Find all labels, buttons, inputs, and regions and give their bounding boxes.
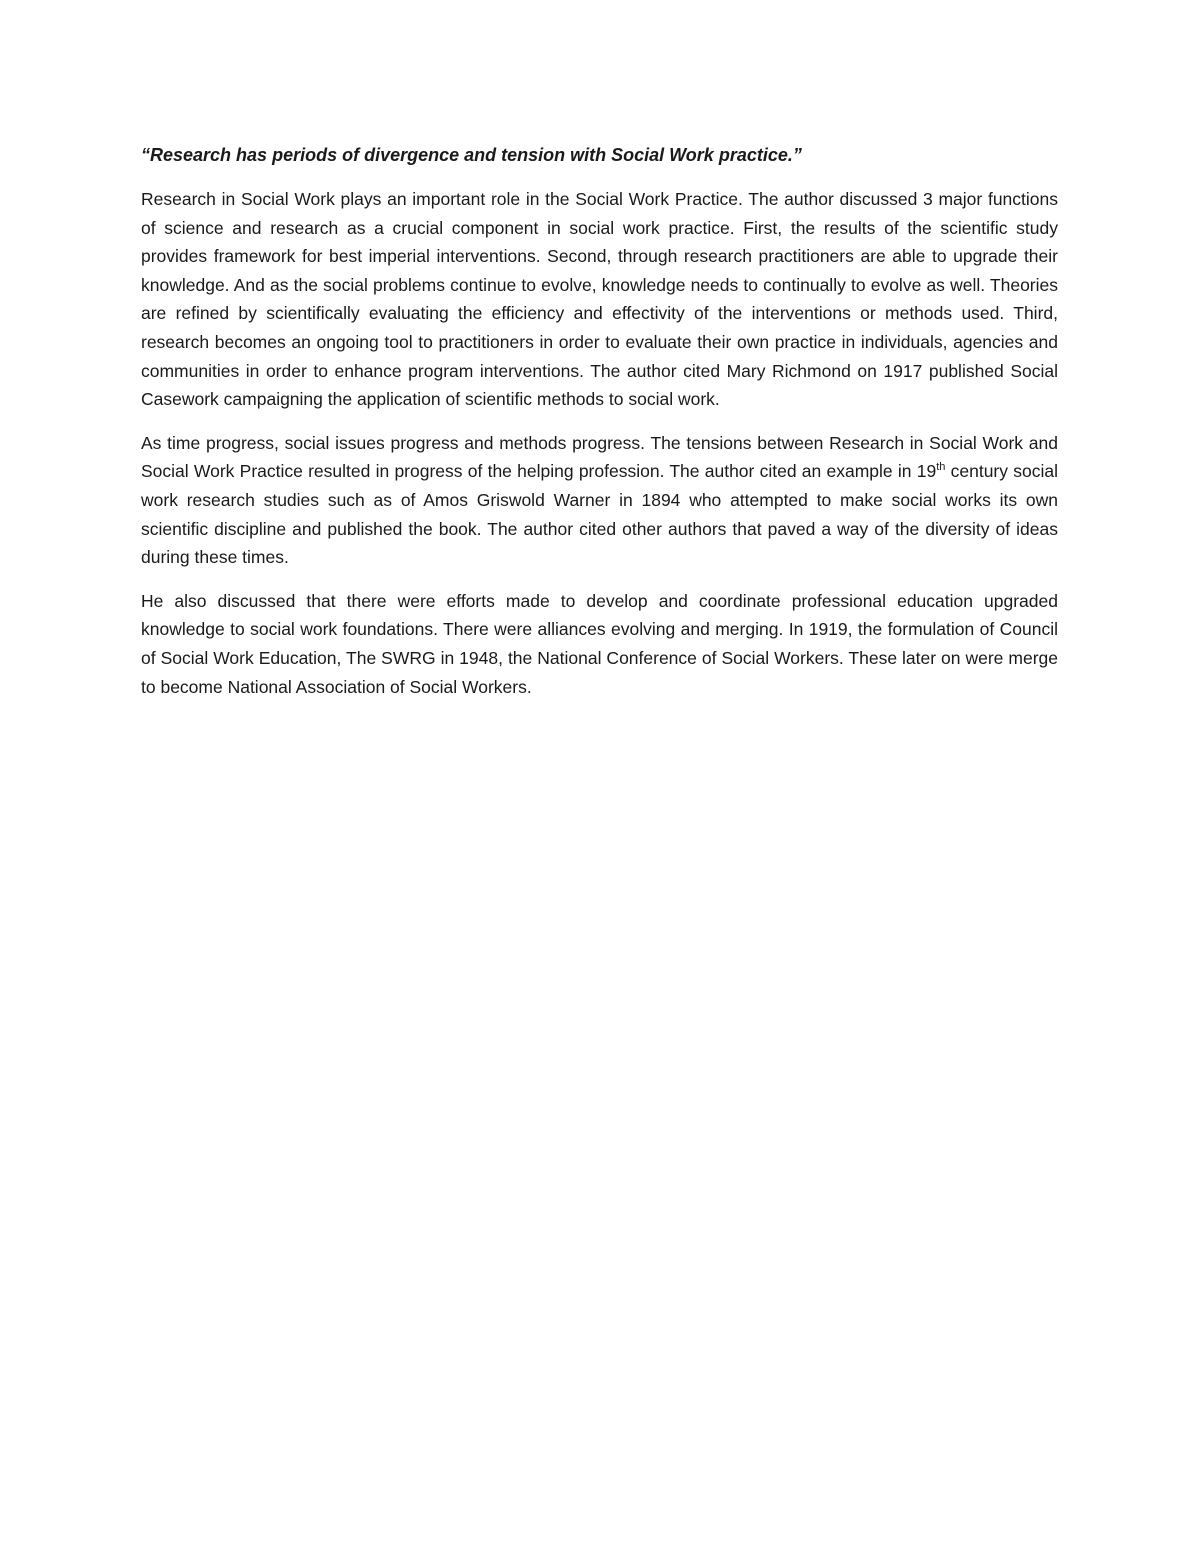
ordinal-superscript: th bbox=[936, 461, 946, 474]
paragraph-2-text-end: century social work research studies such as of Amos Griswold Warner in 1894 who attempted to make social works its own scientific discipline and published the book. The author cited other authors that paved a way of the diversity of ideas during these times. bbox=[141, 461, 1058, 568]
document-body bbox=[141, 140, 1058, 716]
paragraph-2-text-start: As time progress, social issues progress and methods progress. The tensions between Research in Social Work and Social Work Practice resulted in progress of the helping profession. The author cited an example in 19 bbox=[141, 432, 1058, 482]
paragraph-3: He also discussed that there were efforts made to develop and coordinate professional education upgraded knowledge to social work foundations. There were alliances evolving and merging. In 1919, the formulation of Council of Social Work Education, The SWRG in 1948, the National Conference of Social Workers. These later on were merge to become National Association of Social Workers. bbox=[141, 590, 1058, 697]
paragraph-2 bbox=[141, 429, 1058, 572]
paragraph-1: Research in Social Work plays an important role in the Social Work Practice. The author discussed 3 major functions of science and research as a crucial component in social work practice. First, the results of the scientific study provides framework for best imperial interventions. Second, through research practitioners are able to upgrade their knowledge. And as the social problems continue to evolve, knowledge needs to continually to evolve as well. Theories are refined by scientifically evaluating the efficiency and effectivity of the interventions or methods used. Third, research becomes an ongoing tool to practitioners in order to evaluate their own practice in individuals, agencies and communities in order to enhance program interventions. The author cited Mary Richmond on 1917 published Social Casework campaigning the application of scientific methods to social work. bbox=[141, 189, 1058, 410]
document-title: “Research has periods of divergence and tension with Social Work practice.” bbox=[141, 145, 802, 165]
